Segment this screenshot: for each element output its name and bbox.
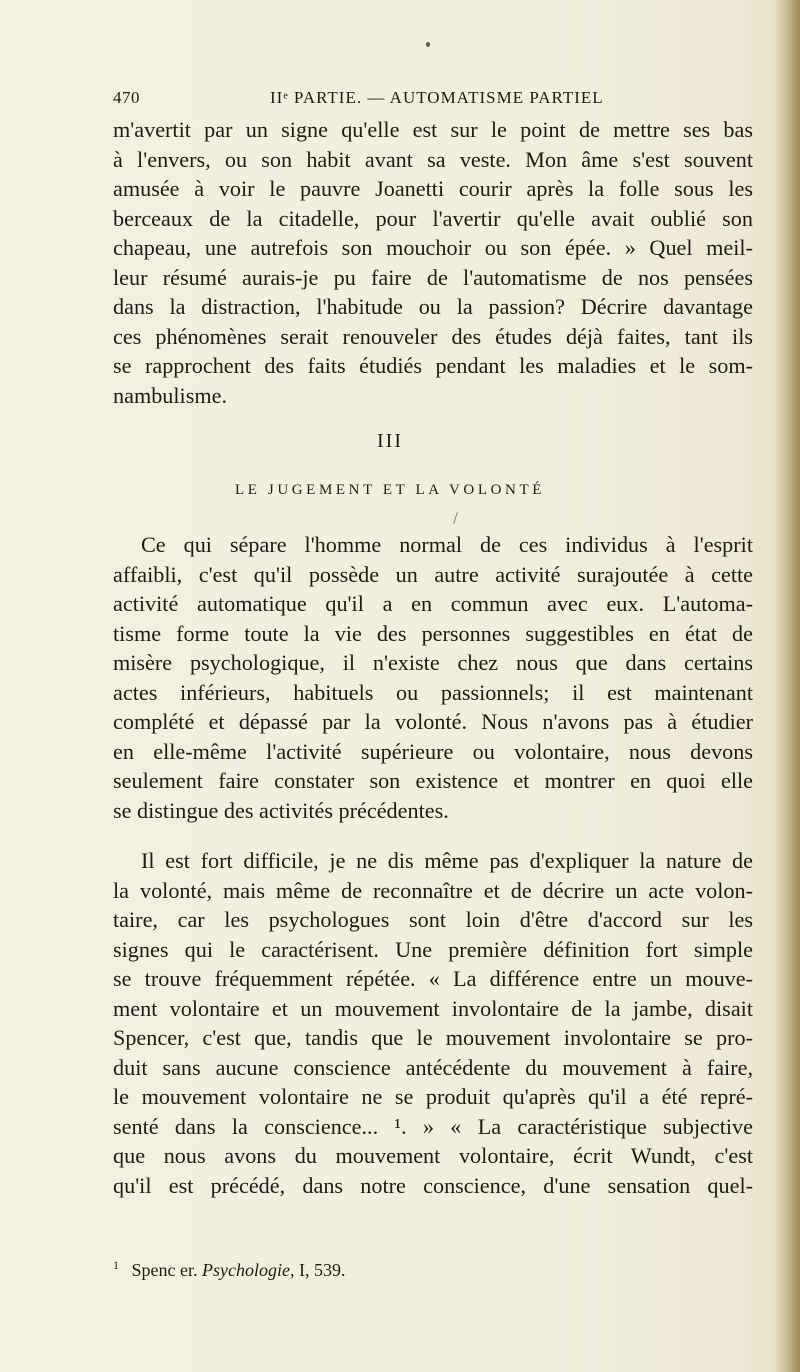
text-line: tisme forme toute la vie des personnes suggestibles en état de [113, 620, 753, 646]
text-line: affaibli, c'est qu'il possède un autre activité surajoutée à cette [113, 561, 753, 587]
footnote-mark: 1 [113, 1258, 119, 1272]
text-line: Il est fort difficile, je ne dis même pas d'expliquer la nature de [141, 848, 753, 873]
text-line: signes qui le caractérisent. Une première définition fort simple [113, 936, 753, 962]
text-line: à l'envers, ou son habit avant sa veste. Mon âme s'est souvent [113, 146, 753, 172]
footnote-author: Spenc er. [131, 1260, 198, 1280]
text-line: berceaux de la citadelle, pour l'avertir qu'elle avait oublié son [113, 205, 753, 231]
text-line: ment volontaire et un mouvement involontaire de la jambe, disait [113, 995, 753, 1021]
text-line: m'avertit par un signe qu'elle est sur le point de mettre ses bas [113, 117, 753, 142]
page-number: 470 [113, 88, 140, 107]
text-line: nambulisme. [113, 382, 228, 408]
running-title: IIᵉ PARTIE. — AUTOMATISME PARTIEL [270, 88, 604, 107]
text-line: duit sans aucune conscience antécédente du mouvement à faire, [113, 1054, 753, 1080]
text-line: se distingue des activités précédentes. [113, 797, 449, 823]
text-line: Ce qui sépare l'homme normal de ces individus à l'esprit [141, 532, 753, 557]
text-line: qu'il est précédé, dans notre conscience, d'une sensation quel- [113, 1172, 753, 1198]
paragraph-1 [113, 115, 753, 410]
section-number: III [377, 430, 403, 452]
text-line: ces phénomènes serait renouveler des études déjà faites, tant ils [113, 323, 753, 349]
text-line: amusée à voir le pauvre Joanetti courir après la folle sous les [113, 176, 753, 201]
text-line: la volonté, mais même de reconnaître et de décrire un acte volon- [113, 877, 753, 903]
page-edge-shadow [774, 0, 800, 1372]
text-line: taire, car les psychologues sont loin d'être d'accord sur les [113, 907, 753, 932]
paragraph-2 [113, 530, 753, 825]
text-line: leur résumé aurais-je pu faire de l'automatisme de nos pensées [113, 264, 753, 290]
running-header [113, 88, 753, 112]
ink-speck [426, 42, 430, 47]
text-line: actes inférieurs, habituels ou passionnels; il est maintenant [113, 679, 753, 705]
text-line: complété et dépassé par la volonté. Nous n'avons pas à étudier [113, 709, 753, 734]
text-line: le mouvement volontaire ne se produit qu'après qu'il a été repré- [113, 1084, 753, 1109]
text-line: senté dans la conscience... ¹. » « La caractéristique subjective [113, 1113, 753, 1139]
text-line: misère psychologique, il n'existe chez nous que dans certains [113, 650, 753, 675]
text-line: dans la distraction, l'habitude ou la passion? Décrire davantage [113, 294, 753, 319]
text-line: que nous avons du mouvement volontaire, écrit Wundt, c'est [113, 1143, 753, 1168]
footnote-work: Psychologie, [201, 1260, 295, 1280]
text-line: activité automatique qu'il a en commun avec eux. L'automa- [113, 591, 753, 616]
text-line: se trouve fréquemment répétée. « La différence entre un mouve- [113, 966, 753, 991]
footnote [113, 1258, 345, 1281]
text-line: seulement faire constater son existence et montrer en quoi elle [113, 768, 753, 793]
section-title: LE JUGEMENT ET LA VOLONTÉ [235, 482, 545, 498]
text-line: se rapprochent des faits étudiés pendant les maladies et le som- [113, 353, 753, 378]
paragraph-3 [113, 846, 753, 1200]
footnote-ref: I, 539. [298, 1260, 346, 1280]
text-line: Spencer, c'est que, tandis que le mouvement involontaire se pro- [113, 1025, 753, 1050]
text-line: chapeau, une autrefois son mouchoir ou son épée. » Quel meil- [113, 235, 753, 260]
text-line: en elle-même l'activité supérieure ou volontaire, nous devons [113, 738, 753, 764]
